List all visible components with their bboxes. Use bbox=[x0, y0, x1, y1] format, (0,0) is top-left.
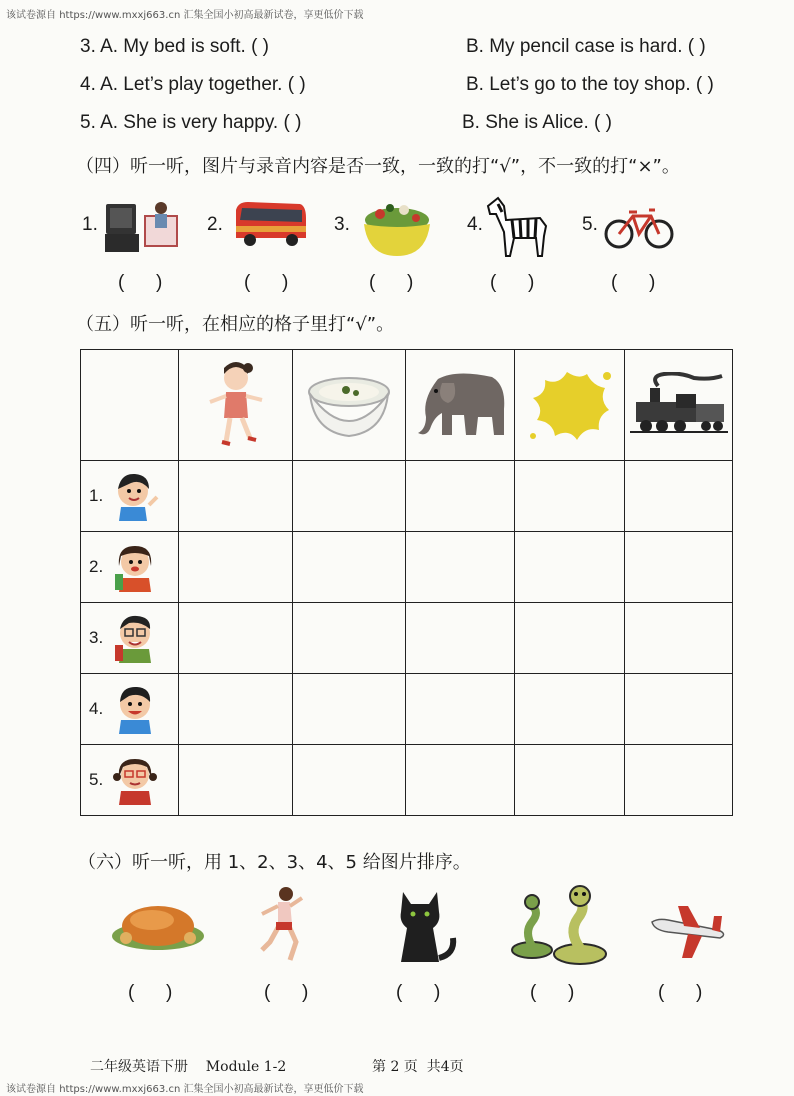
grid-cell[interactable] bbox=[625, 674, 733, 745]
grid-header-girl bbox=[179, 350, 293, 461]
p6-answer-4[interactable]: ( ) bbox=[530, 982, 575, 1003]
p4-answer-5[interactable]: ( ) bbox=[611, 272, 656, 293]
watermark-top: 该试卷源自 https://www.mxxj663.cn 汇集全国小初高最新试卷，享更低价下载 bbox=[6, 10, 364, 21]
grid-cell[interactable] bbox=[625, 603, 733, 674]
p4-num-2: 2. bbox=[207, 214, 223, 235]
grid-cell[interactable] bbox=[515, 603, 625, 674]
cat-icon bbox=[393, 888, 459, 966]
q4-option-b: B. Let’s go to the toy shop. ( ) bbox=[466, 74, 714, 95]
row-label-cell bbox=[81, 603, 179, 674]
grid-row bbox=[81, 461, 733, 532]
p6-answer-1[interactable]: ( ) bbox=[128, 982, 173, 1003]
p6-answer-2[interactable]: ( ) bbox=[264, 982, 309, 1003]
grid-row bbox=[81, 603, 733, 674]
airplane-icon bbox=[648, 902, 730, 962]
salad-icon bbox=[360, 200, 434, 258]
grid-header-bowl bbox=[293, 350, 406, 461]
girl-glasses-icon bbox=[113, 755, 159, 805]
watermark-bottom: 该试卷源自 https://www.mxxj663.cn 汇集全国小初高最新试卷，享更低价下载 bbox=[6, 1084, 364, 1095]
grid-cell[interactable] bbox=[293, 674, 406, 745]
row-number: 4. bbox=[89, 699, 104, 718]
grid-row bbox=[81, 745, 733, 816]
grid-corner-cell bbox=[81, 350, 179, 461]
p4-num-3: 3. bbox=[334, 214, 350, 235]
grid-header-train bbox=[625, 350, 733, 461]
grid-header-elephant bbox=[406, 350, 515, 461]
roast-chicken-icon bbox=[108, 898, 208, 954]
row-label-cell bbox=[81, 674, 179, 745]
girl-2-icon bbox=[113, 542, 159, 592]
grid-cell[interactable] bbox=[406, 745, 515, 816]
footer-course: 二年级英语下册 Module 1-2 bbox=[90, 1059, 287, 1075]
grid-cell[interactable] bbox=[293, 745, 406, 816]
p4-num-5: 5. bbox=[582, 214, 598, 235]
grid-row bbox=[81, 674, 733, 745]
elephant-icon bbox=[412, 369, 508, 441]
grid-cell[interactable] bbox=[293, 603, 406, 674]
grid-cell[interactable] bbox=[406, 603, 515, 674]
grid-row bbox=[81, 532, 733, 603]
q3-option-a: 3. A. My bed is soft. ( ) bbox=[80, 36, 270, 57]
q5-option-b: B. She is Alice. ( ) bbox=[462, 112, 612, 133]
grid-cell[interactable] bbox=[179, 461, 293, 532]
bus-icon bbox=[232, 198, 308, 248]
runner-icon bbox=[256, 884, 306, 964]
row-number: 3. bbox=[89, 628, 104, 647]
row-number: 1. bbox=[89, 486, 104, 505]
row-label-cell bbox=[81, 532, 179, 603]
part5-title: （五）听一听，在相应的格子里打“√”。 bbox=[76, 314, 395, 335]
checkbox-grid bbox=[80, 349, 733, 816]
grid-cell[interactable] bbox=[625, 532, 733, 603]
bowl-of-food-icon bbox=[304, 370, 394, 440]
train-icon bbox=[630, 372, 728, 438]
p4-num-1: 1. bbox=[82, 214, 98, 235]
yellow-splash-icon bbox=[527, 366, 613, 444]
row-number: 2. bbox=[89, 557, 104, 576]
grid-cell[interactable] bbox=[179, 603, 293, 674]
grid-cell[interactable] bbox=[179, 674, 293, 745]
p4-answer-4[interactable]: ( ) bbox=[490, 272, 535, 293]
grid-cell[interactable] bbox=[293, 532, 406, 603]
grid-cell[interactable] bbox=[179, 532, 293, 603]
grid-cell[interactable] bbox=[515, 745, 625, 816]
row-label-cell bbox=[81, 461, 179, 532]
p4-answer-3[interactable]: ( ) bbox=[369, 272, 414, 293]
tv-icon bbox=[103, 196, 181, 254]
boy-1-icon bbox=[113, 471, 159, 521]
boy-4-icon bbox=[113, 684, 159, 734]
grid-cell[interactable] bbox=[625, 461, 733, 532]
girl-dancing-icon bbox=[206, 360, 266, 450]
part6-title: （六）听一听，用 1、2、3、4、5 给图片排序。 bbox=[78, 852, 471, 873]
snakes-icon bbox=[510, 882, 610, 968]
grid-cell[interactable] bbox=[179, 745, 293, 816]
p4-num-4: 4. bbox=[467, 214, 483, 235]
q3-option-b: B. My pencil case is hard. ( ) bbox=[466, 36, 706, 57]
grid-cell[interactable] bbox=[406, 674, 515, 745]
q4-option-a: 4. A. Let’s play together. ( ) bbox=[80, 74, 306, 95]
row-label-cell bbox=[81, 745, 179, 816]
footer-page-number: 第 2 页 共4页 bbox=[372, 1059, 464, 1075]
bicycle-icon bbox=[603, 204, 675, 250]
grid-cell[interactable] bbox=[515, 461, 625, 532]
zebra-icon bbox=[484, 192, 552, 258]
grid-cell[interactable] bbox=[293, 461, 406, 532]
row-number: 5. bbox=[89, 770, 104, 789]
q5-option-a: 5. A. She is very happy. ( ) bbox=[80, 112, 302, 133]
grid-cell[interactable] bbox=[515, 674, 625, 745]
grid-header-splash bbox=[515, 350, 625, 461]
p4-answer-1[interactable]: ( ) bbox=[118, 272, 163, 293]
p6-answer-5[interactable]: ( ) bbox=[658, 982, 703, 1003]
p6-answer-3[interactable]: ( ) bbox=[396, 982, 441, 1003]
grid-cell[interactable] bbox=[625, 745, 733, 816]
grid-cell[interactable] bbox=[406, 532, 515, 603]
grid-cell[interactable] bbox=[406, 461, 515, 532]
grid-cell[interactable] bbox=[515, 532, 625, 603]
p4-answer-2[interactable]: ( ) bbox=[244, 272, 289, 293]
boy-glasses-icon bbox=[113, 613, 159, 663]
part4-title: （四）听一听，图片与录音内容是否一致，一致的打“√”，不一致的打“×”。 bbox=[76, 156, 680, 177]
